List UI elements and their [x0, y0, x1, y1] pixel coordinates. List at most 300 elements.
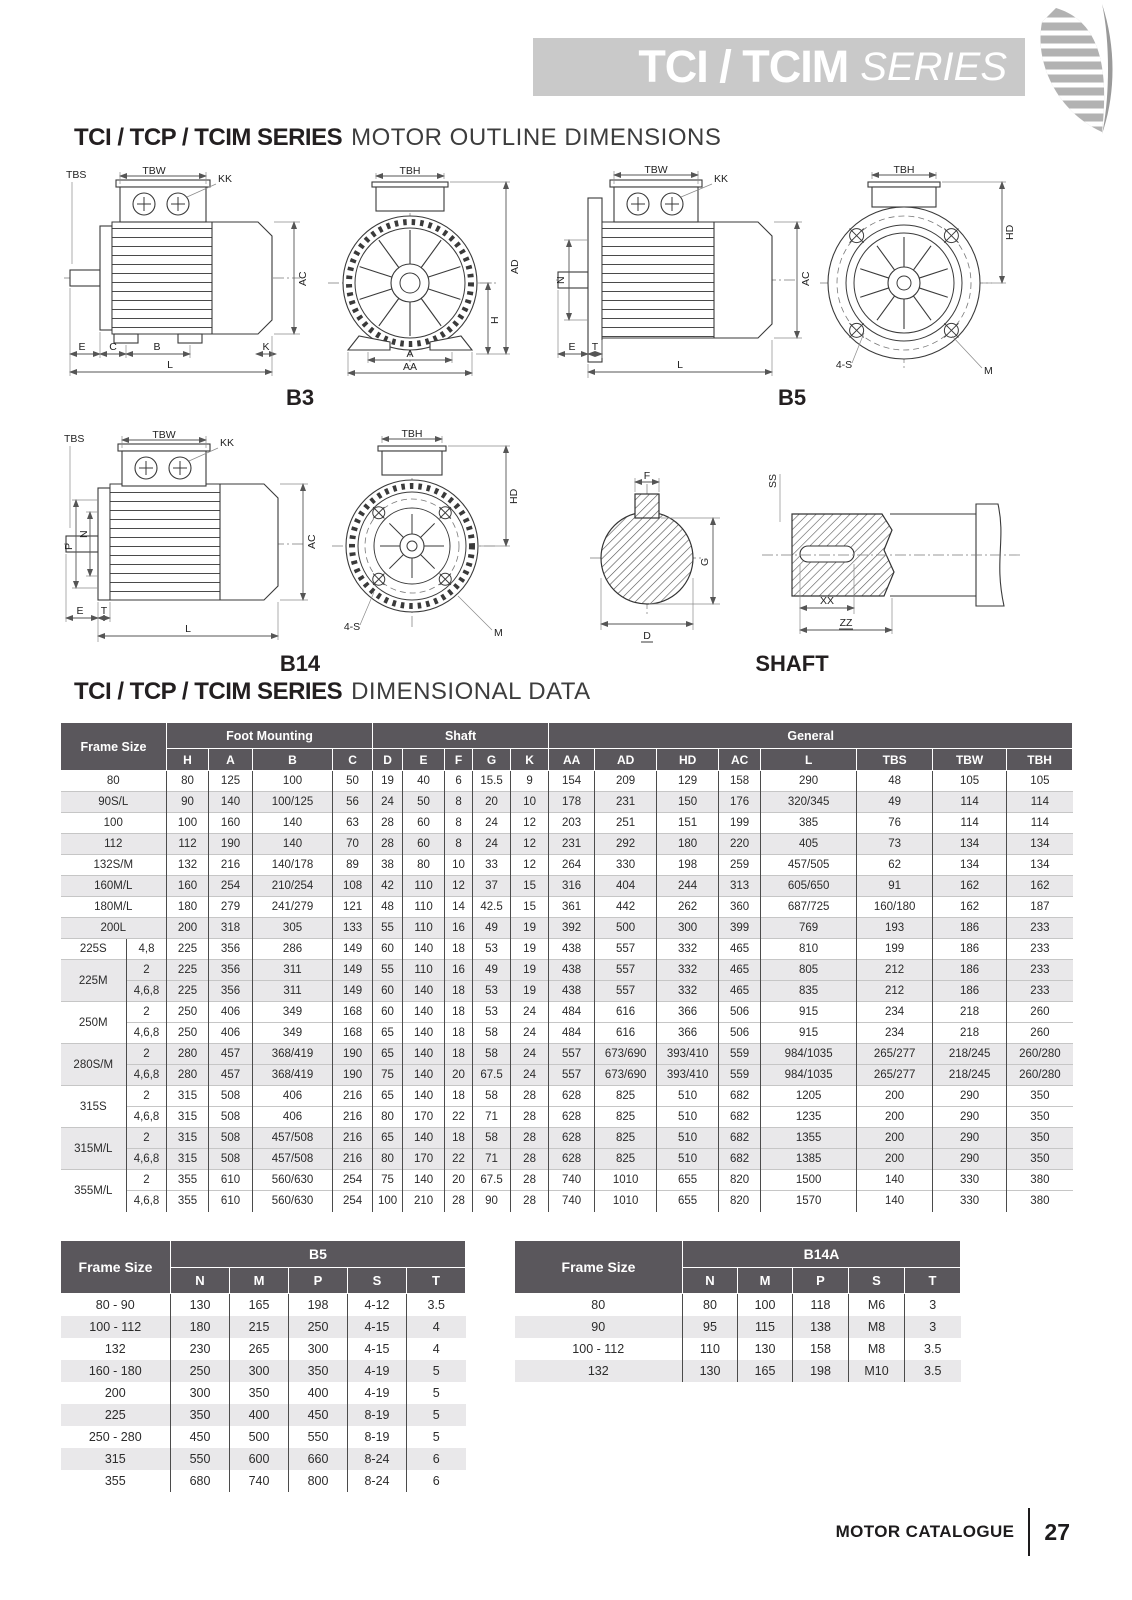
dim-label-k: K [262, 341, 270, 353]
col-header-L: L [761, 749, 857, 771]
value-cell: 140 [403, 939, 445, 960]
value-cell: 112 [167, 834, 209, 855]
brand-logo-icon [1016, 4, 1118, 134]
value-cell: 350 [230, 1382, 289, 1404]
value-cell: 616 [595, 1023, 657, 1044]
value-cell: 510 [657, 1086, 719, 1107]
value-cell: 265/277 [857, 1044, 933, 1065]
dim-label-kk: KK [220, 437, 235, 449]
value-cell: 560/630 [253, 1170, 333, 1191]
value-cell: 349 [253, 1002, 333, 1023]
col-header-G: G [473, 749, 511, 771]
value-cell: 356 [209, 939, 253, 960]
value-cell: 687/725 [761, 897, 857, 918]
b14a-flange-table [514, 1240, 961, 1382]
frame-size-cell: 250 - 280 [88, 1429, 142, 1444]
value-cell: 457/508 [253, 1128, 333, 1149]
value-cell: 158 [793, 1338, 849, 1360]
value-cell: 199 [857, 939, 933, 960]
value-cell: 140 [209, 792, 253, 813]
value-cell: 250 [289, 1316, 348, 1338]
value-cell: 140 [403, 1170, 445, 1191]
value-cell: 62 [857, 855, 933, 876]
value-cell: 162 [933, 897, 1007, 918]
banner-subtitle: SERIES [860, 44, 1007, 89]
value-cell: 90 [473, 1191, 511, 1212]
value-cell: 186 [933, 939, 1007, 960]
value-cell: 406 [209, 1023, 253, 1044]
value-cell: 100 [167, 813, 209, 834]
table-row [61, 1065, 1073, 1086]
value-cell: 366 [657, 1023, 719, 1044]
dim-label-ac: AC [800, 271, 812, 286]
table-row [61, 1191, 1073, 1212]
value-cell: 49 [857, 792, 933, 813]
value-cell: 290 [933, 1149, 1007, 1170]
value-cell: 75 [373, 1170, 403, 1191]
value-cell: 60 [403, 834, 445, 855]
value-cell: 95 [683, 1316, 738, 1338]
value-cell: 265/277 [857, 1065, 933, 1086]
value-cell: 984/1035 [761, 1044, 857, 1065]
value-cell: 100/125 [253, 792, 333, 813]
pole-cell: 2 [127, 1044, 167, 1065]
table-row [515, 1338, 961, 1360]
title-series: TCI / TCP / TCIM SERIES [74, 124, 343, 151]
value-cell: 3.5 [407, 1294, 466, 1316]
table-row [61, 855, 1073, 876]
value-cell: 90 [167, 792, 209, 813]
value-cell: 162 [933, 876, 1007, 897]
value-cell: 58 [473, 1044, 511, 1065]
value-cell: 186 [933, 981, 1007, 1002]
value-cell: 300 [657, 918, 719, 939]
frame-size-cell: 100 [61, 813, 167, 834]
value-cell: 114 [1007, 813, 1073, 834]
value-cell: 450 [171, 1426, 230, 1448]
value-cell: 140 [403, 1044, 445, 1065]
value-cell: 254 [333, 1191, 373, 1212]
col-header-M: M [230, 1268, 289, 1294]
value-cell: 508 [209, 1149, 253, 1170]
value-cell: 465 [719, 981, 761, 1002]
value-cell: 1355 [761, 1128, 857, 1149]
value-cell: 610 [209, 1170, 253, 1191]
value-cell: 15 [511, 876, 549, 897]
value-cell: 80 [167, 771, 209, 792]
frame-size-cell: 80 - 90 [95, 1297, 135, 1312]
col-header-P: P [793, 1268, 849, 1294]
value-cell: 225 [167, 981, 209, 1002]
value-cell: 260 [1007, 1002, 1073, 1023]
value-cell: 406 [253, 1107, 333, 1128]
value-cell: 110 [683, 1338, 738, 1360]
value-cell: 393/410 [657, 1065, 719, 1086]
value-cell: 216 [209, 855, 253, 876]
value-cell: 484 [549, 1002, 595, 1023]
value-cell: 500 [230, 1426, 289, 1448]
dim-label-tbw: TBW [152, 430, 176, 441]
value-cell: 311 [253, 960, 333, 981]
value-cell: 264 [549, 855, 595, 876]
value-cell: 233 [1007, 981, 1073, 1002]
value-cell: 160 [209, 813, 253, 834]
value-cell: 186 [933, 960, 1007, 981]
value-cell: 805 [761, 960, 857, 981]
value-cell: 292 [595, 834, 657, 855]
value-cell: 984/1035 [761, 1065, 857, 1086]
pole-cell: 2 [127, 960, 167, 981]
b5-flange-table [60, 1240, 466, 1492]
value-cell: 673/690 [595, 1065, 657, 1086]
value-cell: 254 [333, 1170, 373, 1191]
value-cell: 6 [407, 1448, 466, 1470]
drawing-caption-b14: B14 [279, 651, 321, 676]
value-cell: 8 [445, 792, 473, 813]
value-cell: 24 [511, 1002, 549, 1023]
value-cell: 19 [511, 960, 549, 981]
dim-label-m: M [494, 627, 503, 639]
value-cell: 4 [407, 1316, 466, 1338]
value-cell: 89 [333, 855, 373, 876]
dim-label-n: N [555, 276, 567, 284]
value-cell: 332 [657, 960, 719, 981]
pole-cell: 2 [127, 1002, 167, 1023]
value-cell: 484 [549, 1023, 595, 1044]
dim-label-tbh: TBH [399, 166, 421, 177]
frame-size-cell: 280S/M [61, 1044, 127, 1086]
value-cell: 16 [445, 918, 473, 939]
value-cell: 118 [793, 1294, 849, 1316]
dim-label-b: B [153, 341, 161, 353]
dim-label-e: E [568, 341, 576, 353]
pole-cell: 4,6,8 [127, 1023, 167, 1044]
value-cell: 825 [595, 1086, 657, 1107]
col-header-H: H [167, 749, 209, 771]
value-cell: 559 [719, 1065, 761, 1086]
value-cell: 508 [209, 1086, 253, 1107]
dim-label-l: L [167, 359, 173, 371]
value-cell: 200 [857, 1086, 933, 1107]
value-cell: 557 [549, 1065, 595, 1086]
pole-cell: 4,8 [127, 939, 167, 960]
table-row [515, 1316, 961, 1338]
value-cell: 100 [253, 771, 333, 792]
value-cell: 825 [595, 1107, 657, 1128]
value-cell: 8 [445, 834, 473, 855]
value-cell: 457 [209, 1065, 253, 1086]
value-cell: 151 [657, 813, 719, 834]
value-cell: 8-24 [348, 1448, 407, 1470]
value-cell: 769 [761, 918, 857, 939]
value-cell: 140 [253, 834, 333, 855]
page-number: 27 [1044, 1518, 1070, 1545]
value-cell: 216 [333, 1128, 373, 1149]
dim-label-a: A [406, 348, 414, 360]
value-cell: 241/279 [253, 897, 333, 918]
dim-label-tbh: TBH [401, 430, 423, 440]
value-cell: 682 [719, 1107, 761, 1128]
value-cell: 510 [657, 1107, 719, 1128]
frame-size-cell: 112 [61, 834, 167, 855]
b5-drawing [552, 166, 1032, 411]
table-row [61, 1294, 466, 1316]
value-cell: 162 [1007, 876, 1073, 897]
value-cell: 286 [253, 939, 333, 960]
value-cell: 1010 [595, 1191, 657, 1212]
value-cell: 356 [209, 981, 253, 1002]
value-cell: 254 [209, 876, 253, 897]
pole-cell: 4,6,8 [127, 1107, 167, 1128]
value-cell: 349 [253, 1023, 333, 1044]
value-cell: 105 [1007, 771, 1073, 792]
value-cell: 800 [289, 1470, 348, 1492]
value-cell: 405 [761, 834, 857, 855]
value-cell: 318 [209, 918, 253, 939]
value-cell: 393/410 [657, 1044, 719, 1065]
value-cell: 140 [403, 1023, 445, 1044]
col-header-B: B [253, 749, 333, 771]
value-cell: 1010 [595, 1170, 657, 1191]
table-row [61, 813, 1073, 834]
value-cell: 198 [657, 855, 719, 876]
value-cell: 5 [407, 1360, 466, 1382]
group-header: Foot Mounting [167, 723, 373, 749]
col-header-N: N [171, 1268, 230, 1294]
value-cell: 438 [549, 981, 595, 1002]
value-cell: 1570 [761, 1191, 857, 1212]
value-cell: 5 [407, 1404, 466, 1426]
frame-size-cell: 160M/L [61, 876, 167, 897]
value-cell: 18 [445, 1002, 473, 1023]
value-cell: 140 [403, 1002, 445, 1023]
table-row [61, 1086, 1073, 1107]
value-cell: 305 [253, 918, 333, 939]
col-header-HD: HD [657, 749, 719, 771]
value-cell: 825 [595, 1128, 657, 1149]
col-header-TBS: TBS [857, 749, 933, 771]
value-cell: 628 [549, 1086, 595, 1107]
value-cell: 315 [167, 1086, 209, 1107]
value-cell: 193 [857, 918, 933, 939]
dim-label-aa: AA [402, 361, 418, 373]
col-header-N: N [683, 1268, 738, 1294]
value-cell: 22 [445, 1149, 473, 1170]
table-row [61, 1338, 466, 1360]
value-cell: 110 [403, 897, 445, 918]
value-cell: 234 [857, 1002, 933, 1023]
value-cell: 682 [719, 1086, 761, 1107]
group-header: B14A [683, 1241, 961, 1268]
col-header-TBW: TBW [933, 749, 1007, 771]
value-cell: 279 [209, 897, 253, 918]
value-cell: 67.5 [473, 1065, 511, 1086]
value-cell: 10 [511, 792, 549, 813]
value-cell: 265 [230, 1338, 289, 1360]
value-cell: 315 [167, 1149, 209, 1170]
value-cell: 19 [373, 771, 403, 792]
dim-label-tbw: TBW [644, 166, 668, 176]
table-row [61, 918, 1073, 939]
value-cell: 168 [333, 1002, 373, 1023]
value-cell: 20 [473, 792, 511, 813]
value-cell: 165 [230, 1294, 289, 1316]
pole-cell: 4,6,8 [127, 1065, 167, 1086]
frame-size-cell: 225 [61, 1404, 171, 1426]
value-cell: 58 [473, 1086, 511, 1107]
value-cell: 12 [511, 813, 549, 834]
value-cell: 80 [373, 1107, 403, 1128]
value-cell: 190 [333, 1044, 373, 1065]
value-cell: 114 [933, 813, 1007, 834]
value-cell: 50 [333, 771, 373, 792]
value-cell: 616 [595, 1002, 657, 1023]
value-cell: 300 [171, 1382, 230, 1404]
dim-label-t: T [100, 605, 108, 617]
title-topic: DIMENSIONAL DATA [351, 678, 591, 705]
value-cell: 53 [473, 1002, 511, 1023]
value-cell: 56 [333, 792, 373, 813]
value-cell: 820 [719, 1170, 761, 1191]
value-cell: 160 [167, 876, 209, 897]
value-cell: 399 [719, 918, 761, 939]
pole-cell: 4,6,8 [127, 1191, 167, 1212]
col-header-S: S [348, 1268, 407, 1294]
value-cell: 18 [445, 1044, 473, 1065]
value-cell: 740 [549, 1191, 595, 1212]
col-header-E: E [403, 749, 445, 771]
frame-size-cell: 100 - 112 [572, 1341, 625, 1356]
frame-size-cell: 355 [104, 1473, 126, 1488]
value-cell: 810 [761, 939, 857, 960]
b3-drawing [60, 166, 540, 411]
value-cell: 15.5 [473, 771, 511, 792]
value-cell: 315 [167, 1107, 209, 1128]
value-cell: 22 [445, 1107, 473, 1128]
value-cell: 332 [657, 981, 719, 1002]
value-cell: 610 [209, 1191, 253, 1212]
col-header-A: A [209, 749, 253, 771]
value-cell: 134 [933, 855, 1007, 876]
table-row [61, 1448, 466, 1470]
value-cell: 380 [1007, 1170, 1073, 1191]
value-cell: 1500 [761, 1170, 857, 1191]
value-cell: 55 [373, 918, 403, 939]
value-cell: 508 [209, 1107, 253, 1128]
value-cell: 63 [333, 813, 373, 834]
dim-label-e: E [76, 605, 84, 617]
value-cell: 187 [1007, 897, 1073, 918]
value-cell: 557 [595, 939, 657, 960]
title-series: TCI / TCP / TCIM SERIES [74, 678, 343, 705]
value-cell: 360 [719, 897, 761, 918]
table-row [515, 1294, 961, 1316]
table-row [61, 1149, 1073, 1170]
frame-size-header: Frame Size [61, 1241, 171, 1294]
frame-size-cell: 315 [61, 1448, 171, 1470]
value-cell: 38 [373, 855, 403, 876]
value-cell: 203 [549, 813, 595, 834]
value-cell: 24 [473, 834, 511, 855]
value-cell: 557 [595, 960, 657, 981]
value-cell: 250 [167, 1002, 209, 1023]
series-banner [533, 38, 1025, 96]
section-title-outline-dimensions [74, 124, 721, 152]
value-cell: 559 [719, 1044, 761, 1065]
value-cell: 508 [209, 1128, 253, 1149]
pole-cell: 2 [127, 1086, 167, 1107]
table-row [61, 771, 1073, 792]
value-cell: 216 [333, 1086, 373, 1107]
banner-title: TCI / TCIM [638, 41, 849, 92]
value-cell: 58 [473, 1023, 511, 1044]
value-cell: 140 [403, 981, 445, 1002]
value-cell: 50 [403, 792, 445, 813]
value-cell: 12 [511, 855, 549, 876]
value-cell: 6 [445, 771, 473, 792]
value-cell: 114 [1007, 792, 1073, 813]
value-cell: 233 [1007, 960, 1073, 981]
value-cell: 198 [793, 1360, 849, 1382]
value-cell: 250 [171, 1360, 230, 1382]
value-cell: 28 [511, 1191, 549, 1212]
table-row [61, 1002, 1073, 1023]
dim-label-e: E [78, 341, 86, 353]
value-cell: 200 [857, 1128, 933, 1149]
value-cell: 605/650 [761, 876, 857, 897]
frame-size-cell: 200L [61, 918, 167, 939]
value-cell: 168 [333, 1023, 373, 1044]
dim-label-kk: KK [218, 173, 233, 185]
dim-label-tbs: TBS [66, 169, 87, 181]
group-header: B5 [171, 1241, 466, 1268]
value-cell: 404 [595, 876, 657, 897]
frame-size-cell: 180M/L [61, 897, 167, 918]
value-cell: 218/245 [933, 1044, 1007, 1065]
value-cell: 400 [289, 1382, 348, 1404]
value-cell: 300 [289, 1338, 348, 1360]
value-cell: 80 [403, 855, 445, 876]
value-cell: 28 [511, 1086, 549, 1107]
value-cell: 12 [445, 876, 473, 897]
value-cell: 198 [289, 1294, 348, 1316]
value-cell: 835 [761, 981, 857, 1002]
b14-drawing [60, 430, 540, 677]
value-cell: 71 [473, 1107, 511, 1128]
value-cell: 140/178 [253, 855, 333, 876]
value-cell: 37 [473, 876, 511, 897]
dim-label-t: T [591, 341, 599, 353]
value-cell: 5 [407, 1382, 466, 1404]
value-cell: 262 [657, 897, 719, 918]
table-row [61, 1128, 1073, 1149]
dim-label-ad: AD [509, 259, 521, 274]
value-cell: 392 [549, 918, 595, 939]
col-header-TBH: TBH [1007, 749, 1073, 771]
value-cell: 260 [1007, 1023, 1073, 1044]
value-cell: 4-15 [348, 1338, 407, 1360]
dim-label-g: G [699, 557, 711, 566]
value-cell: 178 [549, 792, 595, 813]
value-cell: 8 [445, 813, 473, 834]
value-cell: 18 [445, 1086, 473, 1107]
value-cell: 154 [549, 771, 595, 792]
value-cell: 140 [253, 813, 333, 834]
value-cell: 218 [933, 1002, 1007, 1023]
value-cell: 218 [933, 1023, 1007, 1044]
value-cell: 67.5 [473, 1170, 511, 1191]
value-cell: 149 [333, 939, 373, 960]
